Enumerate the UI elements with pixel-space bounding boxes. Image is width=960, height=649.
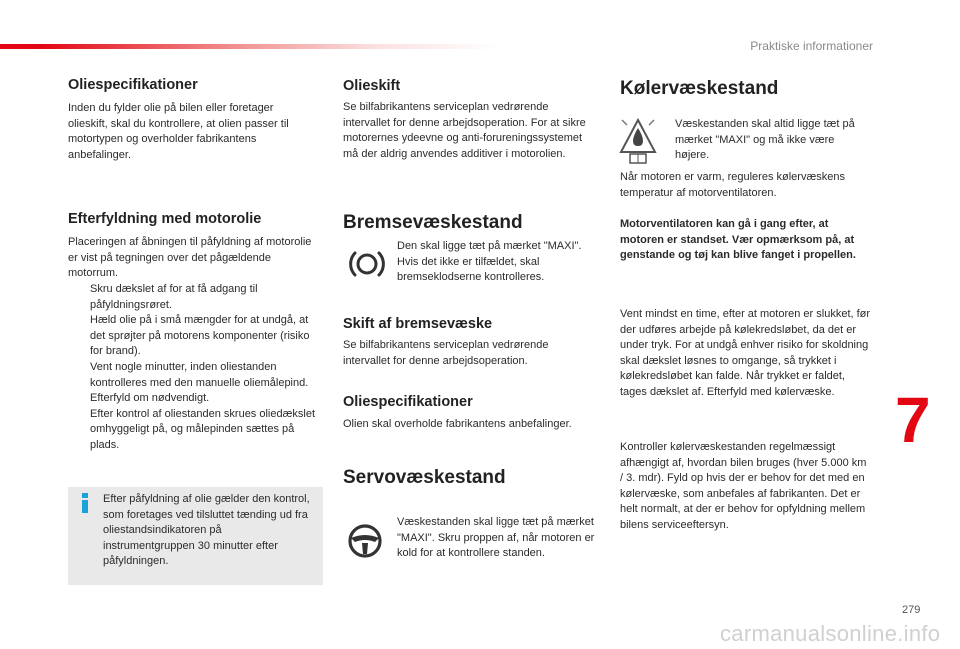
coolant-pressure-text: Vent mindst en time, efter at motoren er slukket, før der udføres arbejde på kølekredsløbet, da det er under tryk. For at undgå enhver risiko for skoldning skal dækslet løsnes to omgange, så trykket i kølekredsløbet kan falde. Når trykket er faldet, tages dækslet af. Efterfyld med kølervæske. [620,308,871,398]
topup-steps-list [68,282,325,454]
oil-spec-heading: Oliespecifikationer [68,77,198,93]
section-title: Praktiske informationer [750,39,873,53]
oil-change-text: Se bilfabrikantens serviceplan vedrørende intervallet for denne arbejdsoperation. For at sikre motorernes ydeevne og anti-forureningssystemet må der aldrig anvendes additiver i motorolien. [343,101,586,160]
power-steering-heading: Servovæskestand [343,467,506,488]
list-item: Hæld olie på i små mængder for at undgå, at det sprøjter på motorens komponenter (risiko for brand). [90,314,310,358]
brake-fluid-heading: Bremsevæskestand [343,212,523,233]
list-item: Efterfyld om nødvendigt. [90,392,210,405]
steering-wheel-icon [347,523,383,564]
page-number: 279 [902,604,921,616]
brake-fluid-text: Den skal ligge tæt på mærket "MAXI". Hvis det ikke er tilfældet, skal bremseklodserne kontrolleres. [397,240,582,284]
oil-spec-text: Inden du fylder olie på bilen eller foretager olieskift, skal du kontrollere, at olien passer til motortypen og overholder fabrikantens anbefalinger. [68,102,289,161]
info-icon [80,493,90,513]
brake-change-text: Se bilfabrikantens serviceplan vedrørende intervallet for denne arbejdsoperation. [343,339,549,367]
info-note-box [68,487,323,585]
info-note-text: Efter påfyldning af olie gælder den kontrol, som foretages ved tilsluttet tænding ud fra oliestandsindikatoren på instrumentgruppen 30 minutter efter påfyldningen. [103,493,310,568]
coolant-temp-text: Når motoren er varm, reguleres kølervæskens temperatur af motorventilatoren. [620,171,845,199]
coolant-fan-warning: Motorventilatoren kan gå i gang efter, at motoren er standset. Vær opmærksom på, at genstande og tøj kan blive fanget i propellen. [620,218,856,262]
chapter-number: 7 [895,384,931,456]
topup-heading: Efterfyldning med motorolie [68,211,262,227]
list-item: Vent nogle minutter, inden oliestanden kontrolleres med den manuelle oliemålepind. [90,360,309,389]
brake-fluid-icon [347,247,387,286]
topup-intro: Placeringen af åbningen til påfyldning af motorolie er vist på tegningen over det pågældende motorrum. [68,236,312,280]
power-steering-text: Væskestanden skal ligge tæt på mærket "MAXI". Skru proppen af, når motoren er kold for at kontrollere standen. [397,516,595,560]
watermark-text: carmanualsonline.info [720,621,941,646]
oil-spec2-heading: Oliespecifikationer [343,394,473,410]
coolant-level-text: Væskestanden skal altid ligge tæt på mærket "MAXI" og må ikke være højere. [675,118,855,162]
coolant-warning-icon [618,116,658,169]
list-item: Efter kontrol af oliestanden skrues oliedækslet omhyggeligt på, og målepinden sættes på plads. [90,407,316,451]
coolant-check-text: Kontroller kølervæskestanden regelmæssigt afhængigt af, hvordan bilen bruges (hver 5.000 km / 3. mdr). Fyld op hvis der er behov for det med en kølervæske, som anbefales af fabrikanten. Det er helt normalt, at der er behov for opfyldning mellem bilens serviceeftersyn. [620,441,867,531]
brake-change-heading: Skift af bremsevæske [343,316,493,332]
oil-change-heading: Olieskift [343,78,401,94]
coolant-heading: Kølervæskestand [620,78,779,99]
list-item: Skru dækslet af for at få adgang til påfyldningsrøret. [90,283,258,311]
header-accent-bar [0,44,500,49]
oil-spec2-text: Olien skal overholde fabrikantens anbefalinger. [343,418,572,430]
